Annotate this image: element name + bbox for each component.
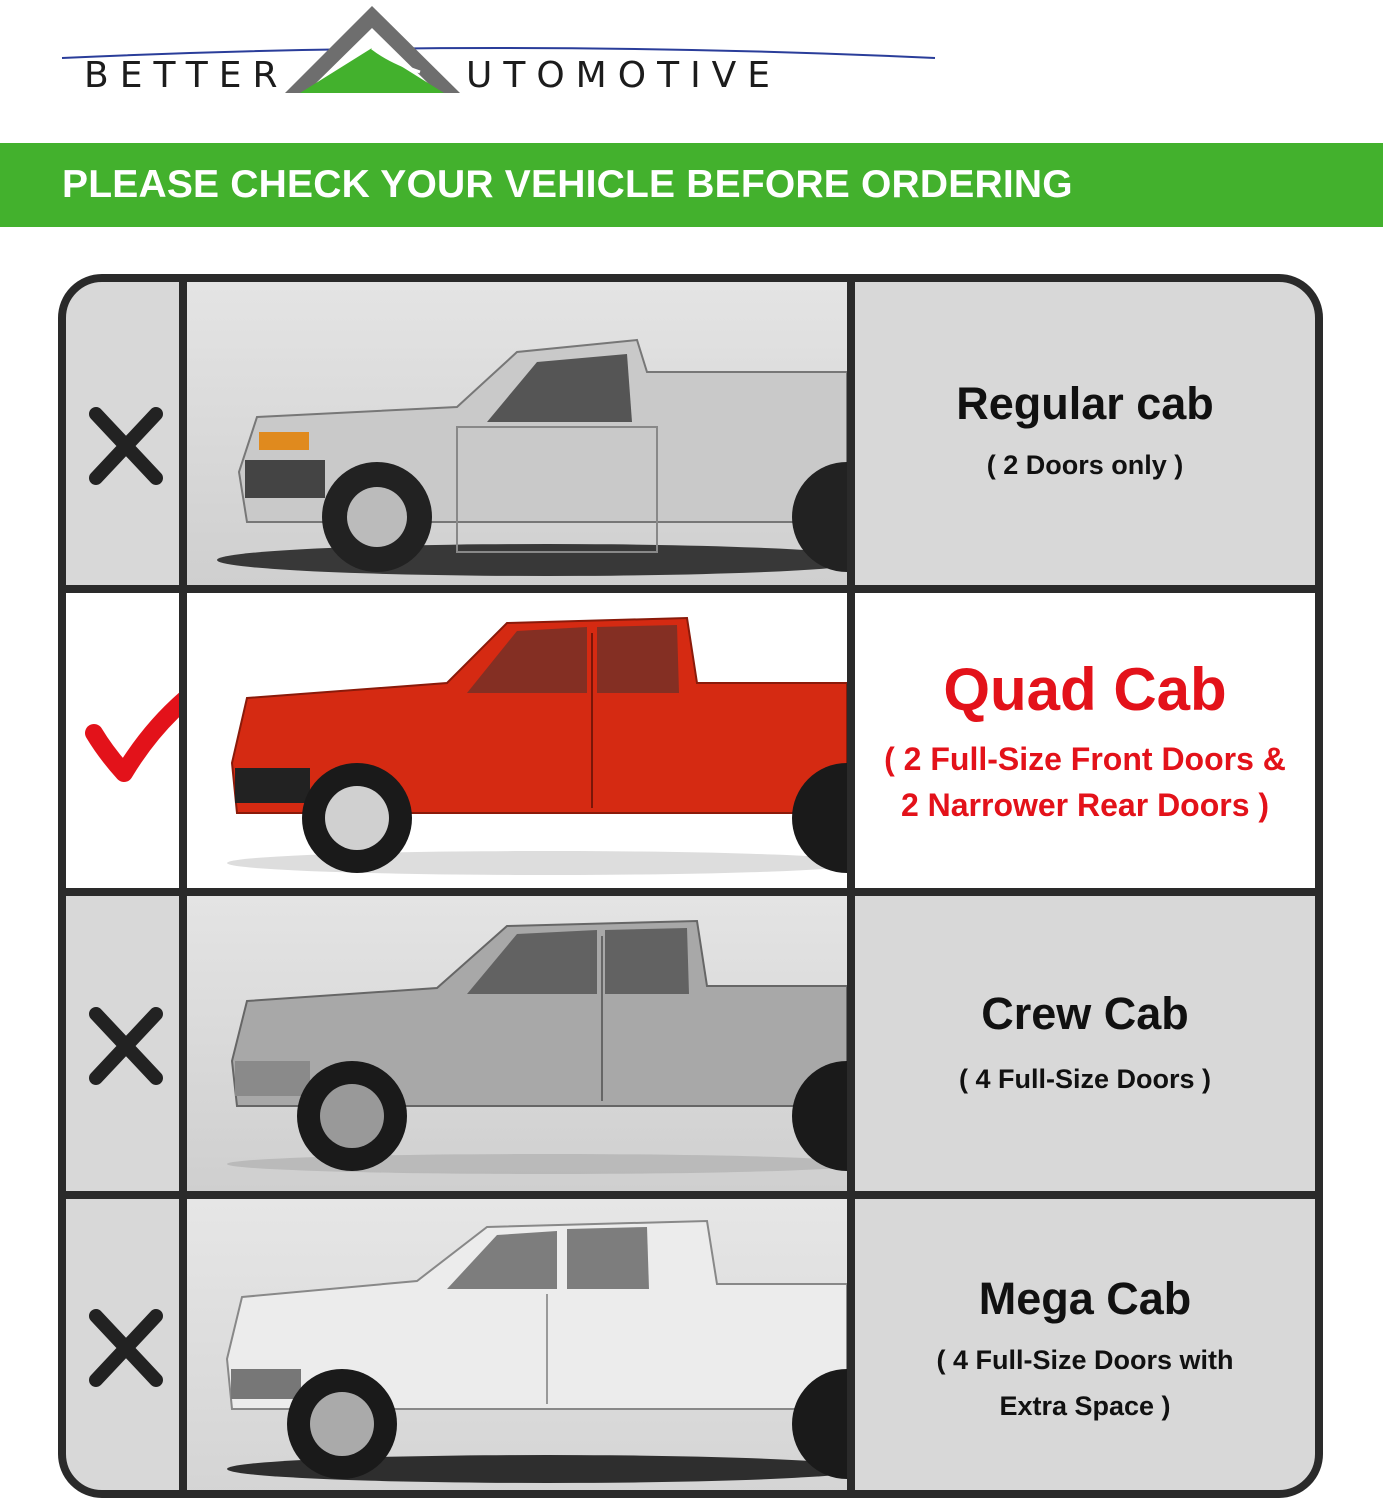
cab-title: Quad Cab [943, 656, 1227, 723]
mega-cab-truck-image [187, 1199, 847, 1498]
grid-divider [66, 585, 1315, 593]
brand-word-better: BETTER [84, 55, 289, 96]
not-compatible-mark [66, 282, 179, 585]
cab-subtitle-line-2: 2 Narrower Rear Doors ) [900, 787, 1270, 823]
cab-title: Mega Cab [978, 1273, 1192, 1324]
regular-cab-truck-image [187, 282, 847, 585]
cab-title: Regular cab [956, 378, 1214, 429]
warning-banner [0, 143, 1383, 227]
cab-subtitle: ( 2 Doors only ) [986, 450, 1184, 480]
cab-subtitle-line-1: ( 4 Full-Size Doors with [936, 1345, 1234, 1375]
cab-compatibility-table [58, 274, 1323, 1498]
regular-cab-description [855, 282, 1315, 585]
compatible-mark [66, 593, 179, 888]
x-icon [66, 282, 179, 585]
table-row-regular-cab [66, 282, 1315, 585]
grid-divider [66, 1191, 1315, 1199]
table-row-quad-cab [66, 593, 1315, 888]
cab-subtitle-line-1: ( 2 Full-Size Front Doors & [884, 741, 1286, 777]
x-icon [66, 896, 179, 1191]
brand-logo [0, 0, 1383, 140]
banner-text: PLEASE CHECK YOUR VEHICLE BEFORE ORDERING [62, 163, 1073, 206]
regular-cab-truck-icon [187, 282, 847, 585]
mega-cab-truck-icon [187, 1199, 847, 1498]
x-icon [66, 1199, 179, 1498]
mega-cab-description [855, 1199, 1315, 1498]
cab-title: Crew Cab [981, 988, 1189, 1039]
crew-cab-truck-image [187, 896, 847, 1191]
table-row-mega-cab [66, 1199, 1315, 1498]
cab-subtitle-line-2: Extra Space ) [999, 1391, 1171, 1421]
crew-cab-truck-icon [187, 896, 847, 1191]
quad-cab-truck-icon [187, 593, 847, 888]
not-compatible-mark [66, 896, 179, 1191]
quad-cab-description [855, 593, 1315, 888]
checkmark-icon [66, 593, 179, 888]
grid-divider [847, 282, 855, 1490]
table-row-crew-cab [66, 896, 1315, 1191]
grid-divider [179, 282, 187, 1490]
quad-cab-truck-image [187, 593, 847, 888]
cab-subtitle: ( 4 Full-Size Doors ) [958, 1064, 1212, 1094]
grid-divider [66, 888, 1315, 896]
brand-word-automotive: UTOMOTIVE [466, 55, 782, 96]
crew-cab-description [855, 896, 1315, 1191]
not-compatible-mark [66, 1199, 179, 1498]
